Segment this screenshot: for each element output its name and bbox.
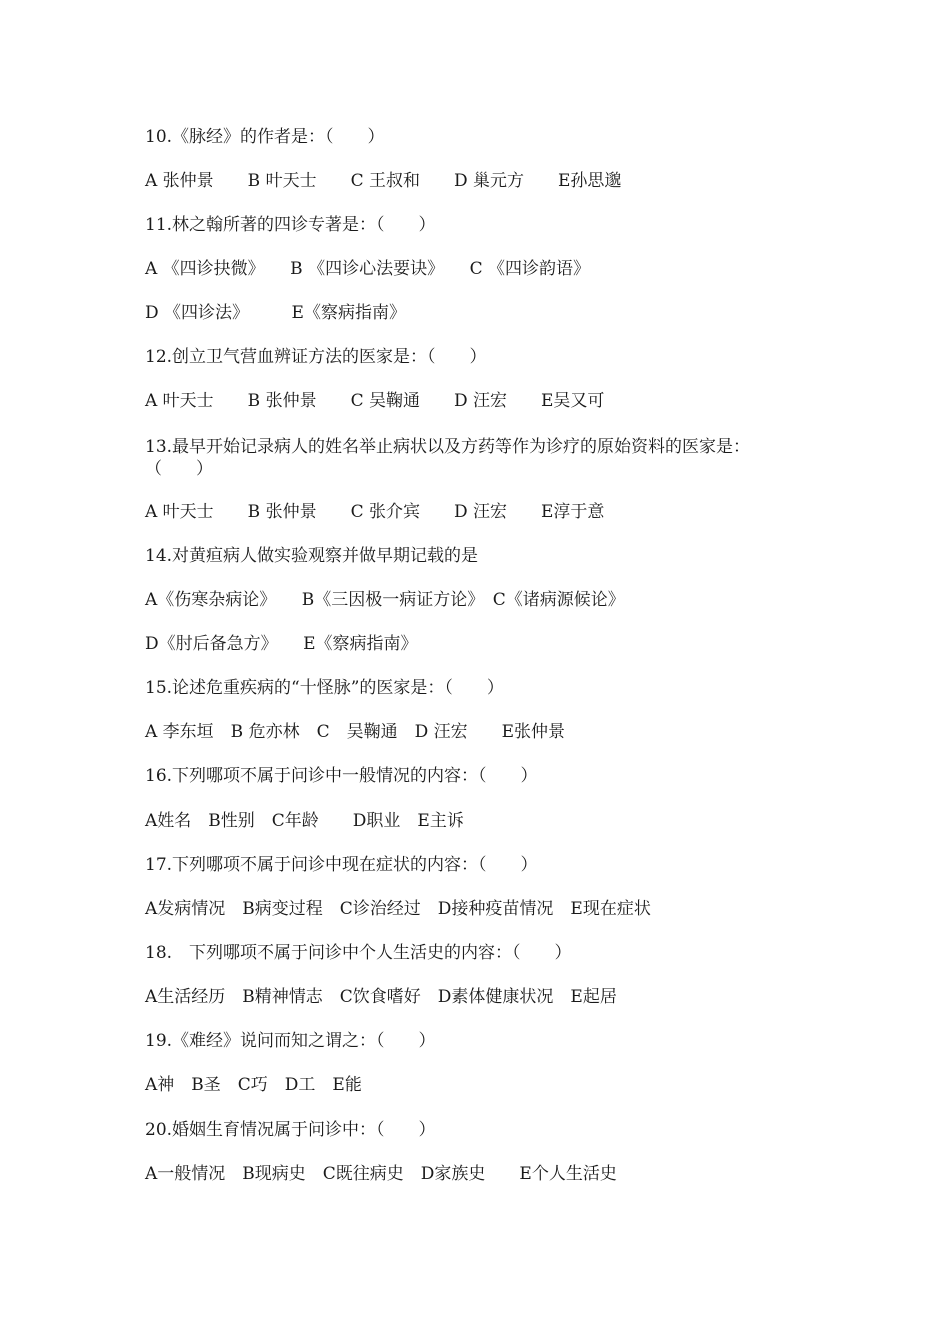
question-15-options: A 李东垣 B 危亦林 C 吴鞠通 D 汪宏 E张仲景 bbox=[145, 722, 566, 742]
question-16: 16.下列哪项不属于问诊中一般情况的内容：（ ） bbox=[145, 766, 538, 786]
question-14-options-row1: A《伤寒杂病论》 B《三因极一病证方论》 C《诸病源候论》 bbox=[145, 590, 625, 610]
question-20-options: A一般情况 B现病史 C既往病史 D家族史 E个人生活史 bbox=[145, 1164, 617, 1184]
question-13-blank: （ ） bbox=[145, 459, 213, 479]
question-15: 15.论述危重疾病的“十怪脉”的医家是：（ ） bbox=[145, 678, 504, 698]
question-20: 20.婚姻生育情况属于问诊中：（ ） bbox=[145, 1120, 436, 1140]
question-18-options: A生活经历 B精神情志 C饮食嗜好 D素体健康状况 E起居 bbox=[145, 987, 617, 1007]
question-19: 19.《难经》说问而知之谓之：（ ） bbox=[145, 1031, 436, 1051]
question-16-options: A姓名 B性别 C年龄 D职业 E主诉 bbox=[145, 811, 464, 831]
question-13: 13.最早开始记录病人的姓名举止病状以及方药等作为诊疗的原始资料的医家是： bbox=[145, 437, 751, 457]
question-11: 11.林之翰所著的四诊专著是：（ ） bbox=[145, 215, 436, 235]
question-14: 14.对黄疸病人做实验观察并做早期记载的是 bbox=[145, 546, 479, 566]
question-12-options: A 叶天士 B 张仲景 C 吴鞠通 D 汪宏 E吴又可 bbox=[145, 391, 605, 411]
question-12: 12.创立卫气营血辨证方法的医家是：（ ） bbox=[145, 347, 487, 367]
question-18: 18. 下列哪项不属于问诊中个人生活史的内容：（ ） bbox=[145, 943, 572, 963]
question-10: 10.《脉经》的作者是：（ ） bbox=[145, 127, 385, 147]
question-19-options: A神 B圣 C巧 D工 E能 bbox=[145, 1075, 362, 1095]
question-17: 17.下列哪项不属于问诊中现在症状的内容：（ ） bbox=[145, 855, 538, 875]
question-17-options: A发病情况 B病变过程 C诊治经过 D接种疫苗情况 E现在症状 bbox=[145, 899, 651, 919]
question-10-options: A 张仲景 B 叶天士 C 王叔和 D 巢元方 E孙思邈 bbox=[145, 171, 622, 191]
question-13-options: A 叶天士 B 张仲景 C 张介宾 D 汪宏 E淳于意 bbox=[145, 502, 605, 522]
question-11-options-row1: A 《四诊抉微》 B 《四诊心法要诀》 C 《四诊韵语》 bbox=[145, 259, 590, 279]
question-11-options-row2: D 《四诊法》 E《察病指南》 bbox=[145, 303, 406, 323]
question-14-options-row2: D《肘后备急方》 E《察病指南》 bbox=[145, 634, 418, 654]
